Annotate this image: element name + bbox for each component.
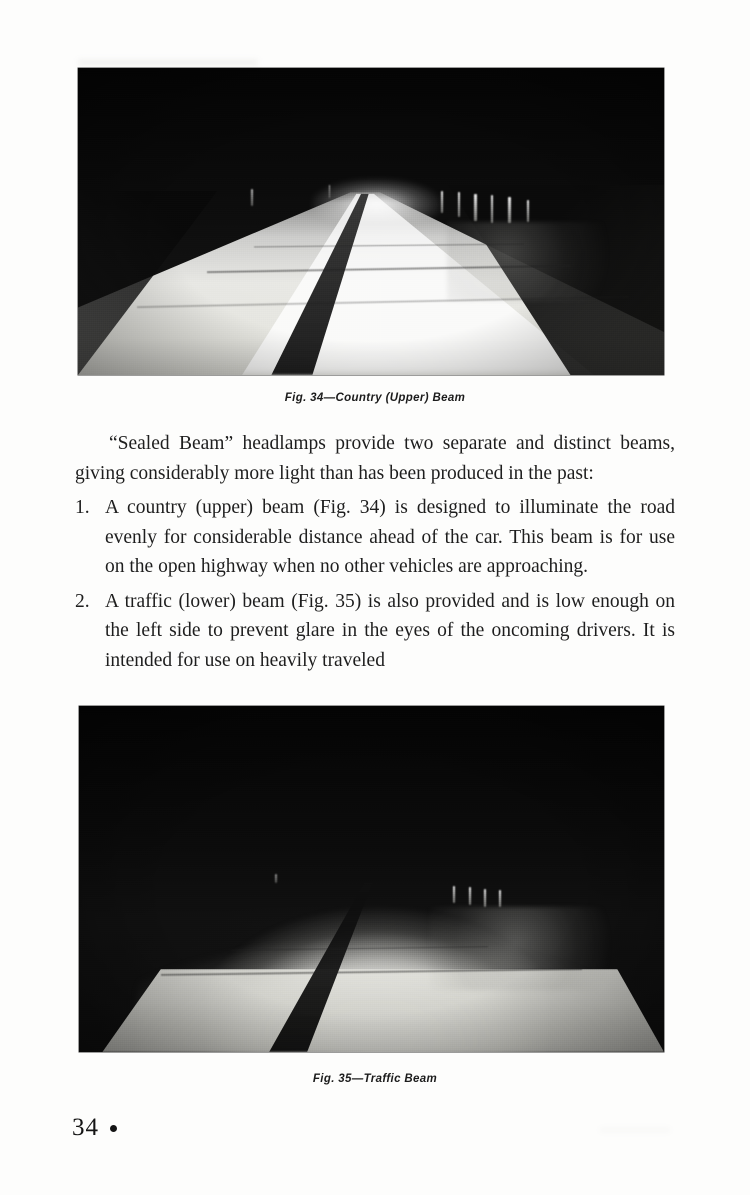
list-item-number: 2. xyxy=(75,590,90,612)
body-text-block xyxy=(75,429,675,675)
figure-34-caption: Fig. 34—Country (Upper) Beam xyxy=(284,392,466,404)
film-grain xyxy=(79,706,664,1052)
scan-artifact xyxy=(78,60,258,65)
page-folio xyxy=(72,1114,117,1142)
scan-artifact xyxy=(600,1128,670,1132)
list-item-text: A country (upper) beam (Fig. 34) is designed to illuminate the road evenly for considerable distance ahead of the car. This beam is for use on the open highway when no other vehicles are approaching. xyxy=(105,497,675,577)
list-item-text: A traffic (lower) beam (Fig. 35) is also provided and is low enough on the left side to prevent glare in the eyes of the oncoming drivers. It is intended for use on heavily traveled xyxy=(105,590,675,671)
figure-35-caption: Fig. 35—Traffic Beam xyxy=(312,1073,438,1085)
figure-34-photograph xyxy=(78,68,664,375)
list-item xyxy=(75,587,675,676)
list-item-number: 1. xyxy=(75,497,90,518)
beam-list xyxy=(75,493,675,675)
lead-paragraph: “Sealed Beam” headlamps provide two separate and distinct beams, giving considerably more light than has been produced in the past: xyxy=(75,433,675,484)
film-grain xyxy=(78,68,664,375)
folio-dot-icon xyxy=(110,1125,117,1132)
page-number: 34 xyxy=(72,1114,99,1141)
list-item xyxy=(75,493,675,582)
figure-35-photograph xyxy=(79,706,664,1052)
